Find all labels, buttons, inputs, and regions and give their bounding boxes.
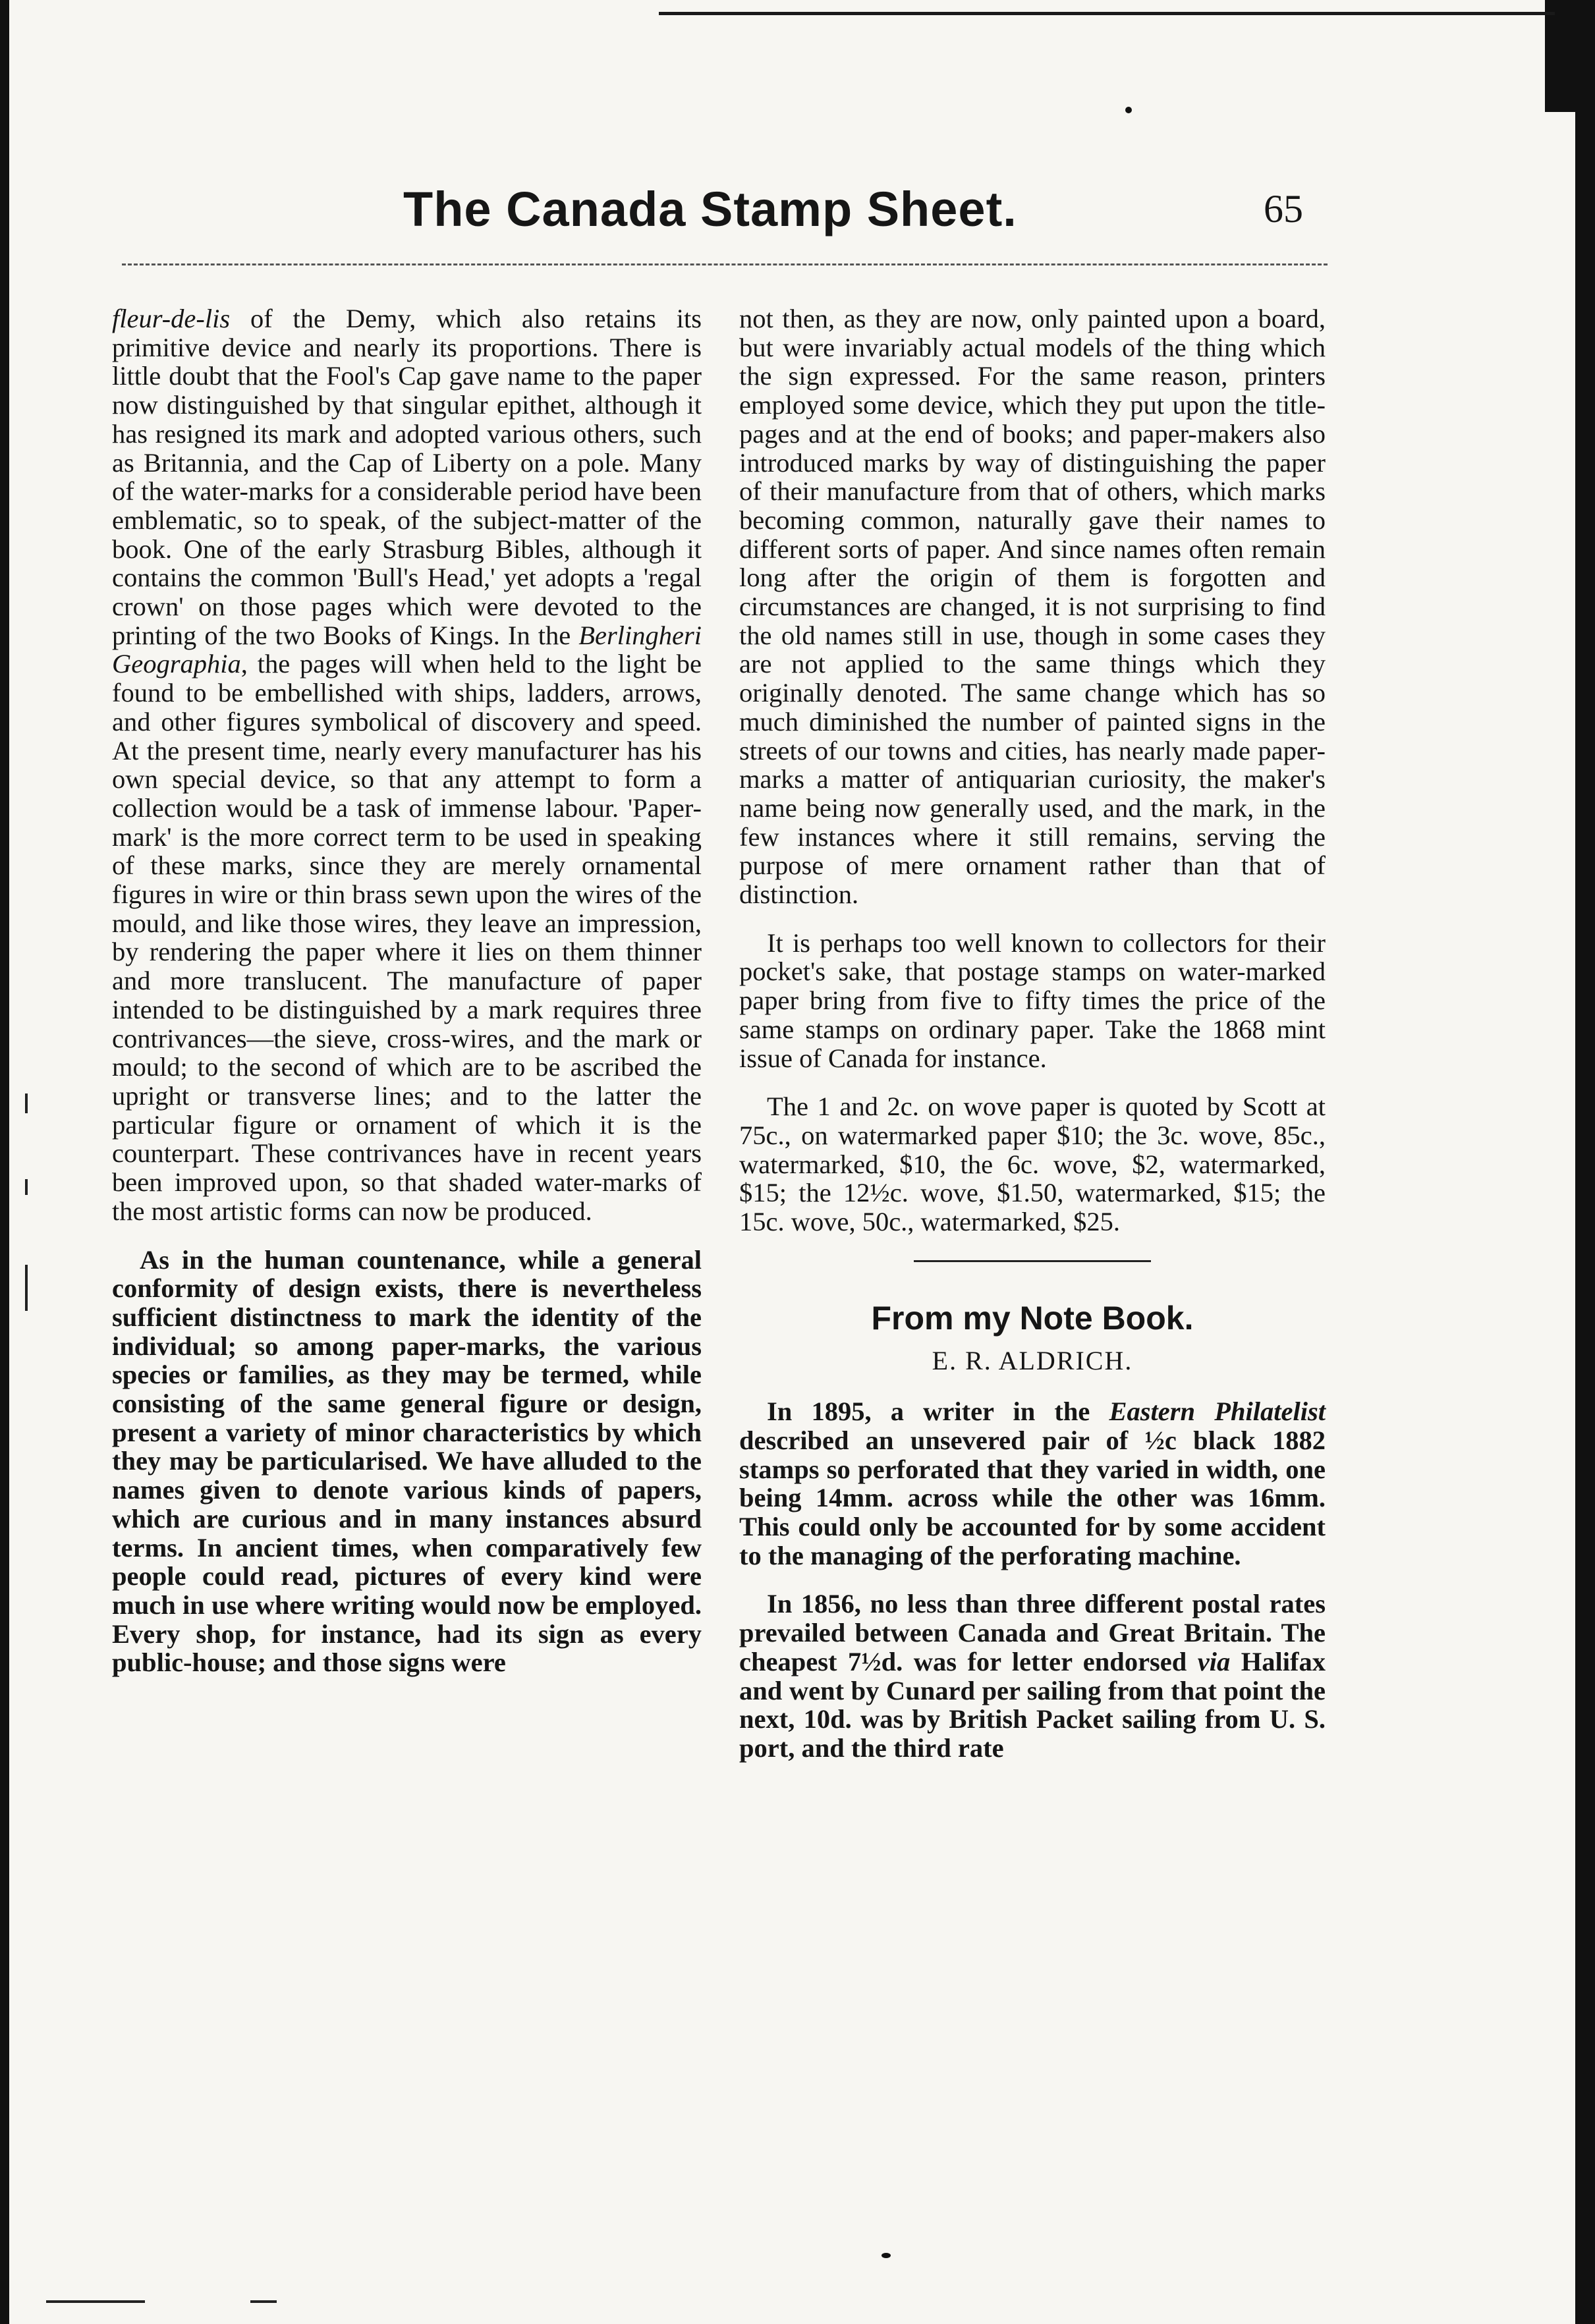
paragraph <box>739 1397 1326 1570</box>
italic-term: via <box>1197 1646 1231 1676</box>
right-column <box>739 304 1326 1783</box>
paragraph-text: , the pages will when held to the light be found to be embellished with ships, ladders, arrows, and other figures symbolical of discovery and speed. At the present time, nearly every manufacturer has his own special device, so that any attempt to form a collection would be a task of immense labour. 'Paper-mark' is the more correct term to be used in speaking of these marks, since they are merely ornamental figures in wire or thin brass sewn upon the wires of the mould, and like those wires, they leave an impression, by rendering the paper where it lies on them thinner and more translucent. The manufacture of paper intended to be distinguished by a mark requires three contrivances—the sieve, cross-wires, and the mark or mould; to the second of which are to be ascribed the upright or transverse lines; and to the latter the particular figure or ornament of which it is the counterpart. These contrivances have in recent years been improved upon, so that shaded water-marks of the most artistic forms can now be produced. <box>112 649 702 1226</box>
header-rule <box>122 263 1328 265</box>
paragraph: not then, as they are now, only painted upon a board, but were invariably actual models of the thing which the sign expressed. For the same reason, printers employed some device, which they put upon the title-pages and at the end of books; and paper-makers also introduced marks by way of distinguishing the paper of their manufacture from that of others, which marks becoming common, naturally gave their names to different sorts of paper. And since names often remain long after the origin of them is forgotten and circumstances are changed, it is not surprising to find the old names still in use, though in some cases they are not applied to the same things which they originally denoted. The same change which has so much diminished the number of painted signs in the streets of our towns and cities, has nearly made paper-marks a matter of antiquarian curiosity, the maker's name being now generally used, and the mark, in the few instances where it still remains, serving the purpose of mere ornament rather than that of distinction. <box>739 304 1326 910</box>
byline: E. R. ALDRICH. <box>932 1345 1133 1375</box>
scan-smudge <box>46 2300 145 2303</box>
running-head <box>0 181 1595 254</box>
ink-speck <box>1125 107 1132 113</box>
paragraph <box>112 304 702 1226</box>
paragraph <box>739 1590 1326 1762</box>
section-divider <box>914 1260 1151 1262</box>
margin-mark <box>25 1093 28 1113</box>
paragraph: As in the human countenance, while a general conformity of design exists, there is nevertheless sufficient distinctness to mark the identity of the individual; so among paper-marks, the various species or families, as they may be termed, while consisting of the same general figure or design, present a variety of minor characteristics by which they may be particularised. We have alluded to the names given to denote various kinds of papers, which are curious and in many instances absurd terms. In ancient times, when comparatively few people could read, pictures of every kind were much in use where writing would now be employed. Every shop, for instance, had its sign as every public-house; and those signs were <box>112 1244 702 1678</box>
page-title: The Canada Stamp Sheet. <box>403 182 1017 236</box>
margin-mark <box>25 1179 28 1195</box>
italic-title: Eastern Philatelist <box>1109 1397 1326 1427</box>
paragraph-text: In 1856, no less than three different postal rates prevailed between Canada and Great Britain. The cheapest 7½d. was for letter endorsed <box>739 1589 1326 1676</box>
scan-top-line <box>659 12 1555 15</box>
paragraph: It is perhaps too well known to collectors for their pocket's sake, that postage stamps on water-marked paper bring from five to fifty times the price of the same stamps on ordinary paper. Take the 1868 mint issue of Canada for instance. <box>739 927 1326 1073</box>
scan-edge-left <box>0 0 9 2324</box>
section-title: From my Note Book. <box>871 1299 1194 1337</box>
italic-term: fleur-de-lis <box>112 304 231 333</box>
paragraph-text: In 1895, a writer in the <box>767 1397 1109 1427</box>
margin-mark <box>25 1265 28 1311</box>
italic-title: Berlingheri Geographia <box>112 620 702 679</box>
ink-speck <box>881 2253 891 2258</box>
paragraph-text: Halifax and went by Cunard per sailing from that point the next, 10d. was by British Packet sailing from U. S. port, and the third rate <box>739 1646 1326 1763</box>
left-column <box>112 304 702 1697</box>
scan-edge-notch <box>1545 0 1583 112</box>
paragraph-text: described an unsevered pair of ½c black 1882 stamps so perforated that they varied in width, one being 14mm. across while the other was 16mm. This could only be accounted for by some accident to the managing of the perforating machine. <box>739 1425 1326 1570</box>
page-number: 65 <box>1264 187 1303 231</box>
scan-smudge <box>250 2300 277 2303</box>
paragraph-text: of the Demy, which also retains its primitive device and nearly its proportions. There is little doubt that the Fool's Cap gave name to the paper now distinguished by that singular epithet, although it has resigned its mark and adopted various others, such as Britannia, and the Cap of Liberty on a pole. Many of the water-marks for a considerable period have been emblematic, so to speak, of the subject-matter of the book. One of the early Strasburg Bibles, although it contains the common 'Bull's Head,' yet adopts a 'regal crown' on those pages which were devoted to the printing of the two Books of Kings. In the <box>112 304 702 650</box>
paragraph: The 1 and 2c. on wove paper is quoted by Scott at 75c., on watermarked paper $10; the 3c. wove, 85c., watermarked, $10, the 6c. wove, $2, watermarked, $15; the 12½c. wove, $1.50, watermarked, $15; the 15c. wove, 50c., watermarked, $25. <box>739 1092 1326 1237</box>
scan-edge-right <box>1575 0 1595 2324</box>
